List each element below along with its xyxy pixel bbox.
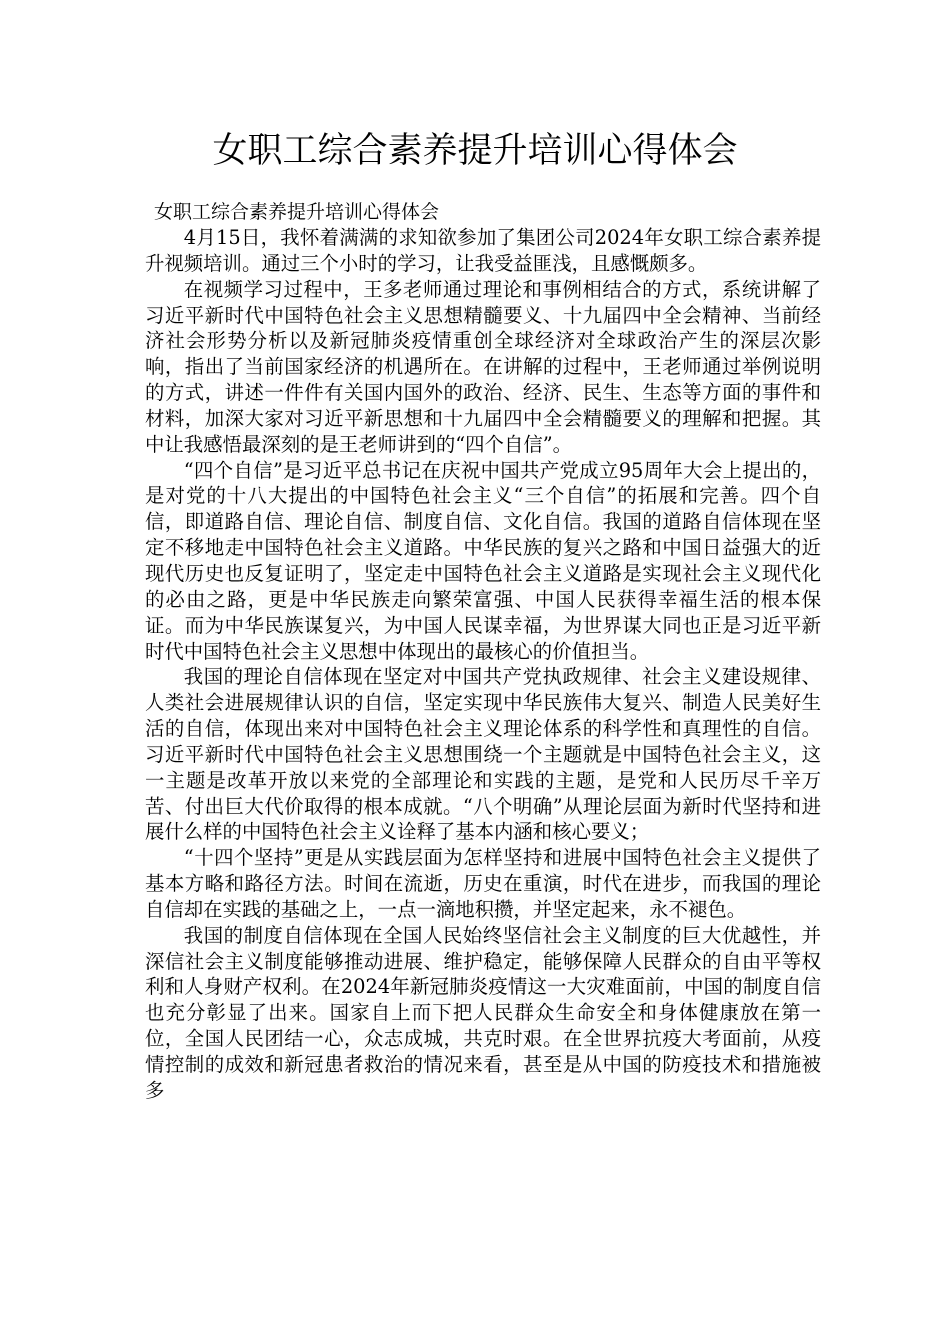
paragraph-2: 在视频学习过程中，王多老师通过理论和事例相结合的方式，系统讲解了习近平新时代中国特色社会主义思想精髓要义、十九届四中全会精神、当前经济社会形势分析以及新冠肺炎疫情重创全球经济对全球政治产生的深层次影响，指出了当前国家经济的机遇所在。在讲解的过程中，王老师通过举例说明的方式，讲述一件件有关国内国外的政治、经济、民生、生态等方面的事件和材料，加深大家对习近平新思想和十九届四中全会精髓要义的理解和把握。其中让我感悟最深刻的是王老师讲到的“四个自信”。 (145, 277, 821, 456)
paragraph-3: “四个自信”是习近平总书记在庆祝中国共产党成立95周年大会上提出的，是对党的十八大提出的中国特色社会主义“三个自信”的拓展和完善。四个自信，即道路自信、理论自信、制度自信、文化自信。我国的道路自信体现在坚定不移地走中国特色社会主义道路。中华民族的复兴之路和中国日益强大的近现代历史也反复证明了，坚定走中国特色社会主义道路是实现社会主义现代化的必由之路，更是中华民族走向繁荣富强、中国人民获得幸福生活的根本保证。而为中华民族谋复兴，为中国人民谋幸福，为世界谋大同也正是习近平新时代中国特色社会主义思想中体现出的最核心的价值担当。 (145, 458, 821, 663)
paragraph-6: 我国的制度自信体现在全国人民始终坚信社会主义制度的巨大优越性，并深信社会主义制度能够推动进展、维护稳定，能够保障人民群众的自由平等权利和人身财产权利。在2024年新冠肺炎疫情这一大灾难面前，中国的制度自信也充分彰显了出来。国家自上而下把人民群众生命安全和身体健康放在第一位，全国人民团结一心，众志成城，共克时艰。在全世界抗疫大考面前，从疫情控制的成效和新冠患者救治的情况来看，甚至是从中国的防疫技术和措施被多 (145, 923, 821, 1102)
document-title: 女职工综合素养提升培训心得体会 (212, 131, 738, 171)
document-body (145, 225, 821, 1104)
paragraph-1: 4月15日，我怀着满满的求知欲参加了集团公司2024年女职工综合素养提升视频培训。通过三个小时的学习，让我受益匪浅，且感慨颇多。 (145, 226, 821, 275)
paragraph-4: 我国的理论自信体现在坚定对中国共产党执政规律、社会主义建设规律、人类社会进展规律认识的自信，坚定实现中华民族伟大复兴、制造人民美好生活的自信，体现出来对中国特色社会主义理论体系的科学性和真理性的自信。习近平新时代中国特色社会主义思想围绕一个主题就是中国特色社会主义，这一主题是改革开放以来党的全部理论和实践的主题，是党和人民历尽千辛万苦、付出巨大代价取得的根本成就。“八个明确”从理论层面为新时代坚持和进展什么样的中国特色社会主义诠释了基本内涵和核心要义； (145, 665, 821, 844)
document-subtitle: 女职工综合素养提升培训心得体会 (154, 201, 440, 223)
paragraph-5: “十四个坚持”更是从实践层面为怎样坚持和进展中国特色社会主义提供了基本方略和路径方法。时间在流逝，历史在重演，时代在进步，而我国的理论自信却在实践的基础之上，一点一滴地积攒，并坚定起来，永不褪色。 (145, 846, 821, 921)
